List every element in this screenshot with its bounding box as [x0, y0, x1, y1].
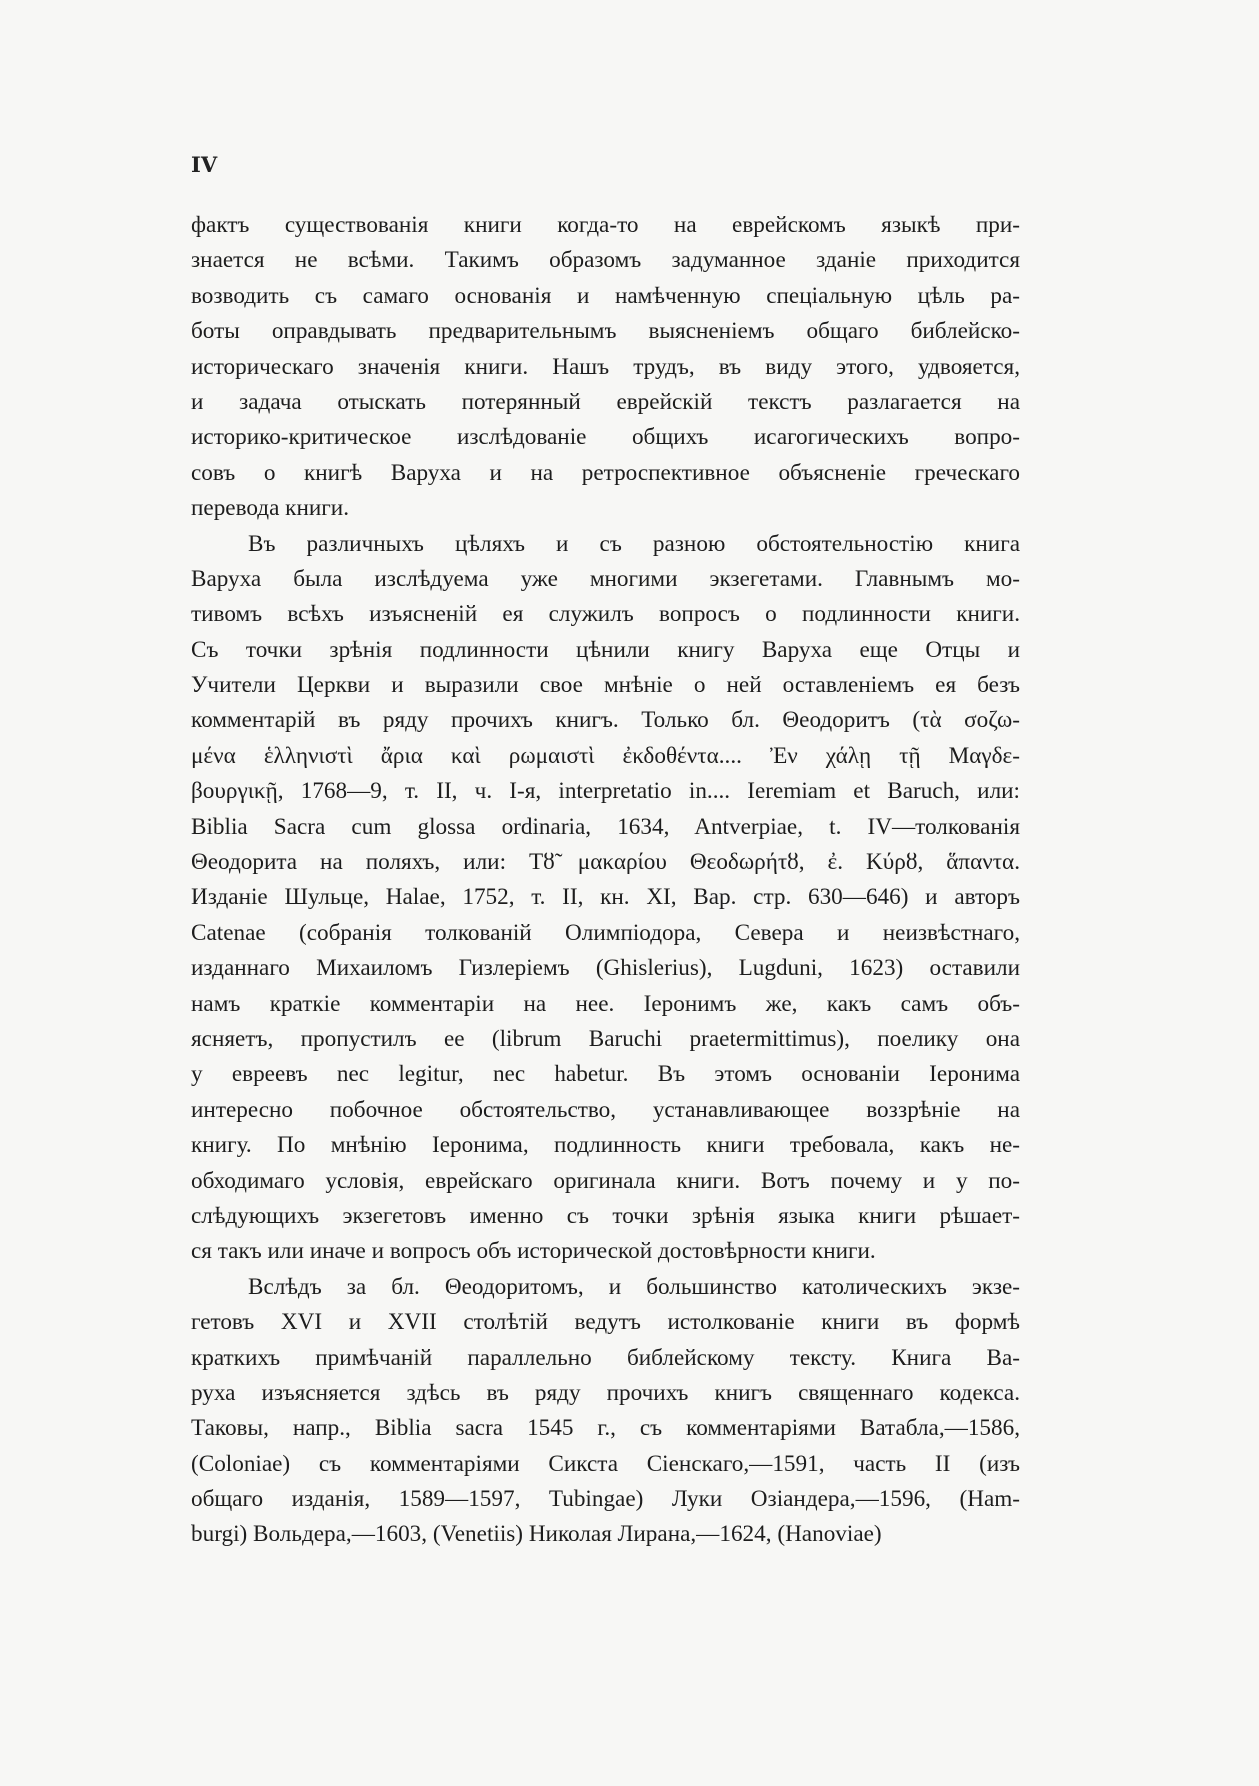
text-line: совъ о книгѣ Варуха и на ретроспективное объясненіе греческаго — [191, 459, 1020, 486]
text-line: слѣдующихъ экзегетовъ именно съ точки зрѣнія языка книги рѣшает- — [191, 1202, 1020, 1229]
text-line: Вслѣдъ за бл. Θеодоритомъ, и большинство католическихъ экзе- — [248, 1273, 1020, 1300]
text-line: историко-критическое изслѣдованіе общихъ исагогическихъ вопро- — [191, 424, 1020, 451]
text-line: Съ точки зрѣнія подлинности цѣнили книгу Варуха еще Отцы и — [191, 636, 1020, 663]
text-line: Изданіе Шульце, Halae, 1752, т. II, кн. XI, Bap. стр. 630—646) и авторъ — [191, 884, 1020, 911]
text-line: обходимаго условія, еврейскаго оригинала книги. Вотъ почему и у по- — [191, 1167, 1020, 1194]
text-line: Catenae (собранія толкованій Олимпіодора, Севера и неизвѣстнаго, — [191, 919, 1020, 946]
page-number: IV — [191, 152, 218, 177]
text-line: книгу. По мнѣнію Іеронима, подлинность книги требовала, какъ не- — [191, 1132, 1020, 1159]
text-line: общаго изданія, 1589—1597, Tubingae) Луки Озіандера,—1596, (Ham- — [191, 1486, 1020, 1513]
text-line: руха изъясняется здѣсь въ ряду прочихъ книгъ священнаго кодекса. — [191, 1379, 1020, 1406]
text-line: гетовъ XVI и XVII столѣтій ведутъ истолкованіе книги въ формѣ — [191, 1309, 1020, 1336]
text-line: Таковы, напр., Biblia sacra 1545 г., съ комментаріями Ватабла,—1586, — [191, 1415, 1020, 1442]
text-line: Biblia Sacra cum glossa ordinaria, 1634, Antverpiae, t. IV—толкованія — [191, 813, 1020, 840]
text-line: ся такъ или иначе и вопросъ объ исторической достовѣрности книги. — [191, 1238, 876, 1265]
text-line: фактъ существованія книги когда-то на еврейскомъ языкѣ при- — [191, 212, 1020, 238]
body-text — [191, 208, 1020, 1553]
paragraph — [191, 1270, 1020, 1553]
text-line: возводить съ самаго основанія и намѣченную спеціальную цѣль ра- — [191, 282, 1020, 309]
text-line: комментарій въ ряду прочихъ книгъ. Только бл. Θеодоритъ (τὰ σοζω- — [191, 707, 1020, 734]
text-line: Въ различныхъ цѣляхъ и съ разною обстоятельностію книга — [248, 530, 1020, 557]
text-line: и задача отыскать потерянный еврейскій текстъ разлагается на — [191, 388, 1020, 415]
text-line: Θеодорита на поляхъ, или: Τȣ̃ μακαρίου Θεοδωρήτȣ, ἐ. Κύρȣ, ἅπαντα. — [191, 849, 1020, 876]
text-line: тивомъ всѣхъ изъясненій ея служилъ вопросъ о подлинности книги. — [191, 601, 1020, 628]
text-line: burgi) Вольдера,—1603, (Venetiis) Николая Лирана,—1624, (Hanoviae) — [191, 1521, 882, 1548]
text-line: βουργικῇ, 1768—9, т. II, ч. I-я, interpretatio in.... Ieremiam et Baruch, или: — [191, 778, 1020, 805]
text-line: боты оправдывать предварительнымъ выясненіемъ общаго библейско- — [191, 318, 1020, 345]
text-line: перевода книги. — [191, 495, 349, 522]
text-line: ясняетъ, пропустилъ ее (librum Baruchi praetermittimus), поелику она — [191, 1025, 1020, 1052]
paragraph — [191, 527, 1020, 1270]
text-line: (Coloniae) съ комментаріями Сикста Сіенскаго,—1591, часть II (изъ — [191, 1450, 1020, 1477]
text-line: μένα ἑλληνιστὶ ἄρια καὶ ρωμαιστὶ ἐκδοθέντα.... Ἐν χάλῃ τῇ Μαγδε- — [191, 742, 1020, 769]
text-line: изданнаго Михаиломъ Гизлеріемъ (Ghislerius), Lugduni, 1623) оставили — [191, 955, 1020, 982]
text-line: интересно побочное обстоятельство, устанавливающее воззрѣніе на — [191, 1096, 1020, 1123]
text-line: краткихъ примѣчаній параллельно библейскому тексту. Книга Ва- — [191, 1344, 1020, 1371]
text-line: у евреевъ nec legitur, nec habetur. Въ этомъ основаніи Іеронима — [191, 1061, 1020, 1088]
paragraph — [191, 208, 1020, 527]
text-line: историческаго значенія книги. Нашъ трудъ, въ виду этого, удвояется, — [191, 353, 1020, 380]
text-line: Варуха была изслѣдуема уже многими экзегетами. Главнымъ мо- — [191, 565, 1020, 592]
text-line: Учители Церкви и выразили свое мнѣніе о ней оставленіемъ ея безъ — [191, 672, 1020, 699]
text-line: знается не всѣми. Такимъ образомъ задуманное зданіе приходится — [191, 247, 1020, 274]
text-line: намъ краткіе комментаріи на нее. Іеронимъ же, какъ самъ объ- — [191, 990, 1020, 1017]
